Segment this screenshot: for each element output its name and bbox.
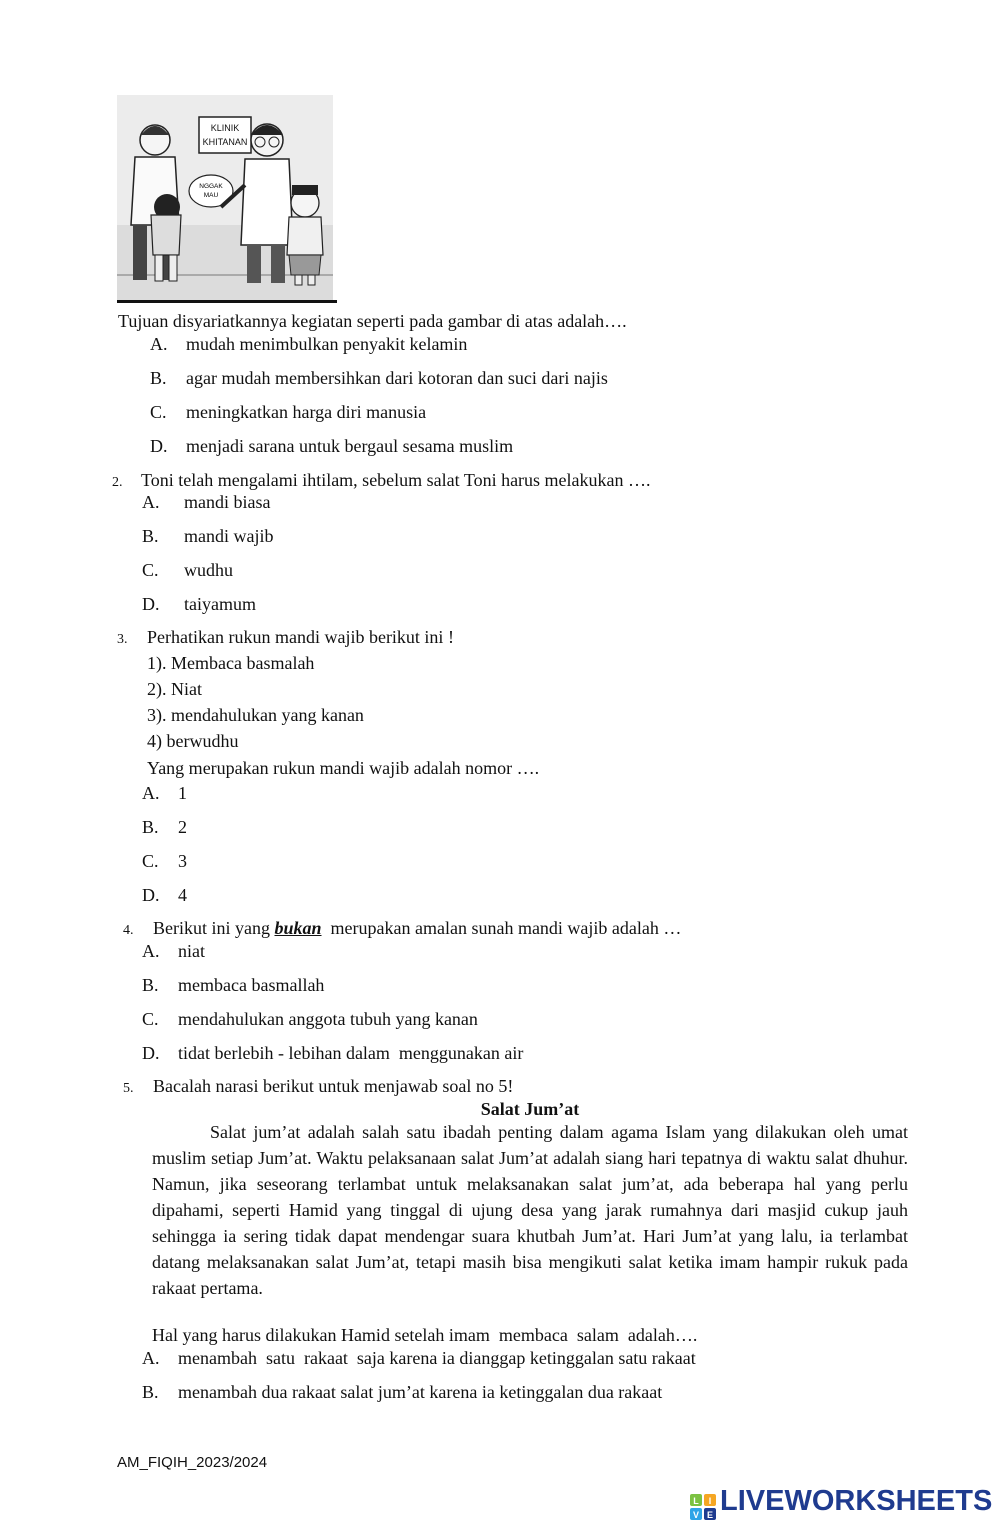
option-letter: B. — [142, 817, 159, 837]
option-text: menambah satu rakaat saja karena ia dianggap ketinggalan satu rakaat — [178, 1348, 696, 1368]
q5-prompt: Hal yang harus dilakukan Hamid setelah imam membaca salam adalah…. — [152, 1325, 698, 1345]
q5-option-b[interactable] — [142, 1380, 662, 1404]
emphasis-word: bukan — [274, 918, 322, 938]
svg-text:L: L — [693, 1496, 699, 1506]
question-text-after: merupakan amalan sunah mandi wajib adalah … — [321, 918, 682, 938]
q2-option-c[interactable] — [142, 558, 233, 582]
option-letter: A. — [150, 334, 168, 354]
q4-option-b[interactable] — [142, 973, 324, 997]
option-text: menjadi sarana untuk bergaul sesama muslim — [186, 436, 514, 456]
option-letter: C. — [142, 851, 159, 871]
liveworksheets-brand[interactable]: LIVEWORKSHEETS — [720, 1485, 993, 1517]
option-text: taiyamum — [184, 594, 256, 614]
option-text: agar mudah membersihkan dari kotoran dan suci dari najis — [186, 368, 608, 388]
question-number: 3. — [117, 632, 128, 647]
option-text: niat — [178, 941, 205, 961]
option-text: mandi wajib — [184, 526, 274, 546]
option-letter: D. — [142, 1043, 160, 1063]
q1-option-c[interactable] — [150, 400, 426, 424]
q1-option-b[interactable] — [150, 366, 608, 390]
q5-option-a[interactable] — [142, 1346, 696, 1370]
svg-text:V: V — [692, 1510, 700, 1520]
question-text: Toni telah mengalami ihtilam, sebelum salat Toni harus melakukan …. — [141, 470, 651, 490]
q3-option-a[interactable] — [142, 781, 187, 805]
q4-option-a[interactable] — [142, 939, 205, 963]
question-text-before: Berikut ini yang — [153, 918, 275, 938]
q3-item-3: 3). mendahulukan yang kanan — [147, 705, 364, 725]
option-letter: D. — [142, 594, 160, 614]
option-text: tidat berlebih - lebihan dalam menggunakan air — [178, 1043, 524, 1063]
option-text: menambah dua rakaat salat jum’at karena ia ketinggalan dua rakaat — [178, 1382, 663, 1402]
q1-option-d[interactable] — [150, 434, 513, 458]
q3-option-c[interactable] — [142, 849, 187, 873]
question-text: Bacalah narasi berikut untuk menjawab soal no 5! — [153, 1076, 514, 1096]
q4-option-d[interactable] — [142, 1041, 523, 1065]
option-text: wudhu — [184, 560, 233, 580]
q2-option-b[interactable] — [142, 524, 273, 548]
bubble-line-2: MAU — [203, 192, 219, 199]
svg-text:E: E — [706, 1510, 714, 1520]
option-letter: A. — [142, 941, 160, 961]
liveworksheets-logo-icon — [690, 1494, 716, 1520]
option-text: mendahulukan anggota tubuh yang kanan — [178, 1009, 478, 1029]
q3-item-4: 4) berwudhu — [147, 731, 239, 751]
q2-option-a[interactable] — [142, 490, 270, 514]
option-letter: D. — [150, 436, 168, 456]
q3-item-1: 1). Membaca basmalah — [147, 653, 315, 673]
option-text: membaca basmallah — [178, 975, 325, 995]
option-letter: C. — [150, 402, 167, 422]
option-text: 1 — [178, 783, 187, 803]
option-text: 2 — [178, 817, 187, 837]
q1-option-a[interactable] — [150, 332, 467, 356]
question-number: 4. — [123, 923, 134, 938]
q1-question: Tujuan disyariatkannya kegiatan seperti pada gambar di atas adalah…. — [118, 311, 627, 331]
q3-option-b[interactable] — [142, 815, 187, 839]
bubble-line-1: NGGAK — [199, 183, 223, 190]
svg-text:I: I — [708, 1496, 712, 1506]
question-text: Perhatikan rukun mandi wajib berikut ini ! — [147, 627, 454, 647]
q2-option-d[interactable] — [142, 592, 256, 616]
option-letter: D. — [142, 885, 160, 905]
narrative-title: Salat Jum’at — [480, 1099, 580, 1119]
option-letter: B. — [142, 975, 159, 995]
footer-code: AM_FIQIH_2023/2024 — [117, 1454, 268, 1471]
option-letter: B. — [150, 368, 167, 388]
question-number: 5. — [123, 1081, 134, 1096]
q3-item-2: 2). Niat — [147, 679, 202, 699]
q3-option-d[interactable] — [142, 883, 187, 907]
sign-line-1: KLINIK — [210, 123, 240, 133]
option-letter: A. — [142, 492, 160, 512]
option-letter: B. — [142, 1382, 159, 1402]
option-text: 3 — [178, 851, 187, 871]
option-letter: C. — [142, 1009, 159, 1029]
narrative-paragraph: Salat jum’at adalah salah satu ibadah penting dalam agama Islam yang dilakukan oleh umat muslim setiap Jum’at. Waktu pelaksanaan salat Jum’at adalah siang hari tepatnya di waktu salat dhuhur. Namun, jika seseorang terlambat untuk melaksanakan salat jum’at, ada beberapa hal yang perlu dipahami, seperti Hamid yang tinggal di ujung desa yang jarak rumahnya dari masjid cukup jauh sehingga ia sering tidak dapat mendengar suara khutbah Jum’at. Hari Jum’at yang lalu, ia terlambat datang melaksanakan salat Jum’at, tetapi masih bisa mengikuti salat ketika imam hampir rukuk pada rakaat pertama. — [152, 1122, 908, 1298]
question-number: 2. — [112, 475, 123, 490]
option-text: mudah menimbulkan penyakit kelamin — [186, 334, 468, 354]
sign-line-2: KHITANAN — [202, 137, 248, 147]
option-text: 4 — [178, 885, 187, 905]
option-text: meningkatkan harga diri manusia — [186, 402, 427, 422]
option-text: mandi biasa — [184, 492, 271, 512]
circumcision-clinic-illustration — [117, 95, 333, 303]
q4-option-c[interactable] — [142, 1007, 478, 1031]
option-letter: A. — [142, 1348, 160, 1368]
q3-question — [117, 625, 454, 652]
question-emphasis — [274, 918, 321, 938]
q4-question — [123, 916, 681, 943]
q3-prompt: Yang merupakan rukun mandi wajib adalah nomor …. — [147, 758, 540, 778]
illustration-underline — [117, 300, 337, 303]
option-letter: B. — [142, 526, 159, 546]
option-letter: C. — [142, 560, 159, 580]
option-letter: A. — [142, 783, 160, 803]
